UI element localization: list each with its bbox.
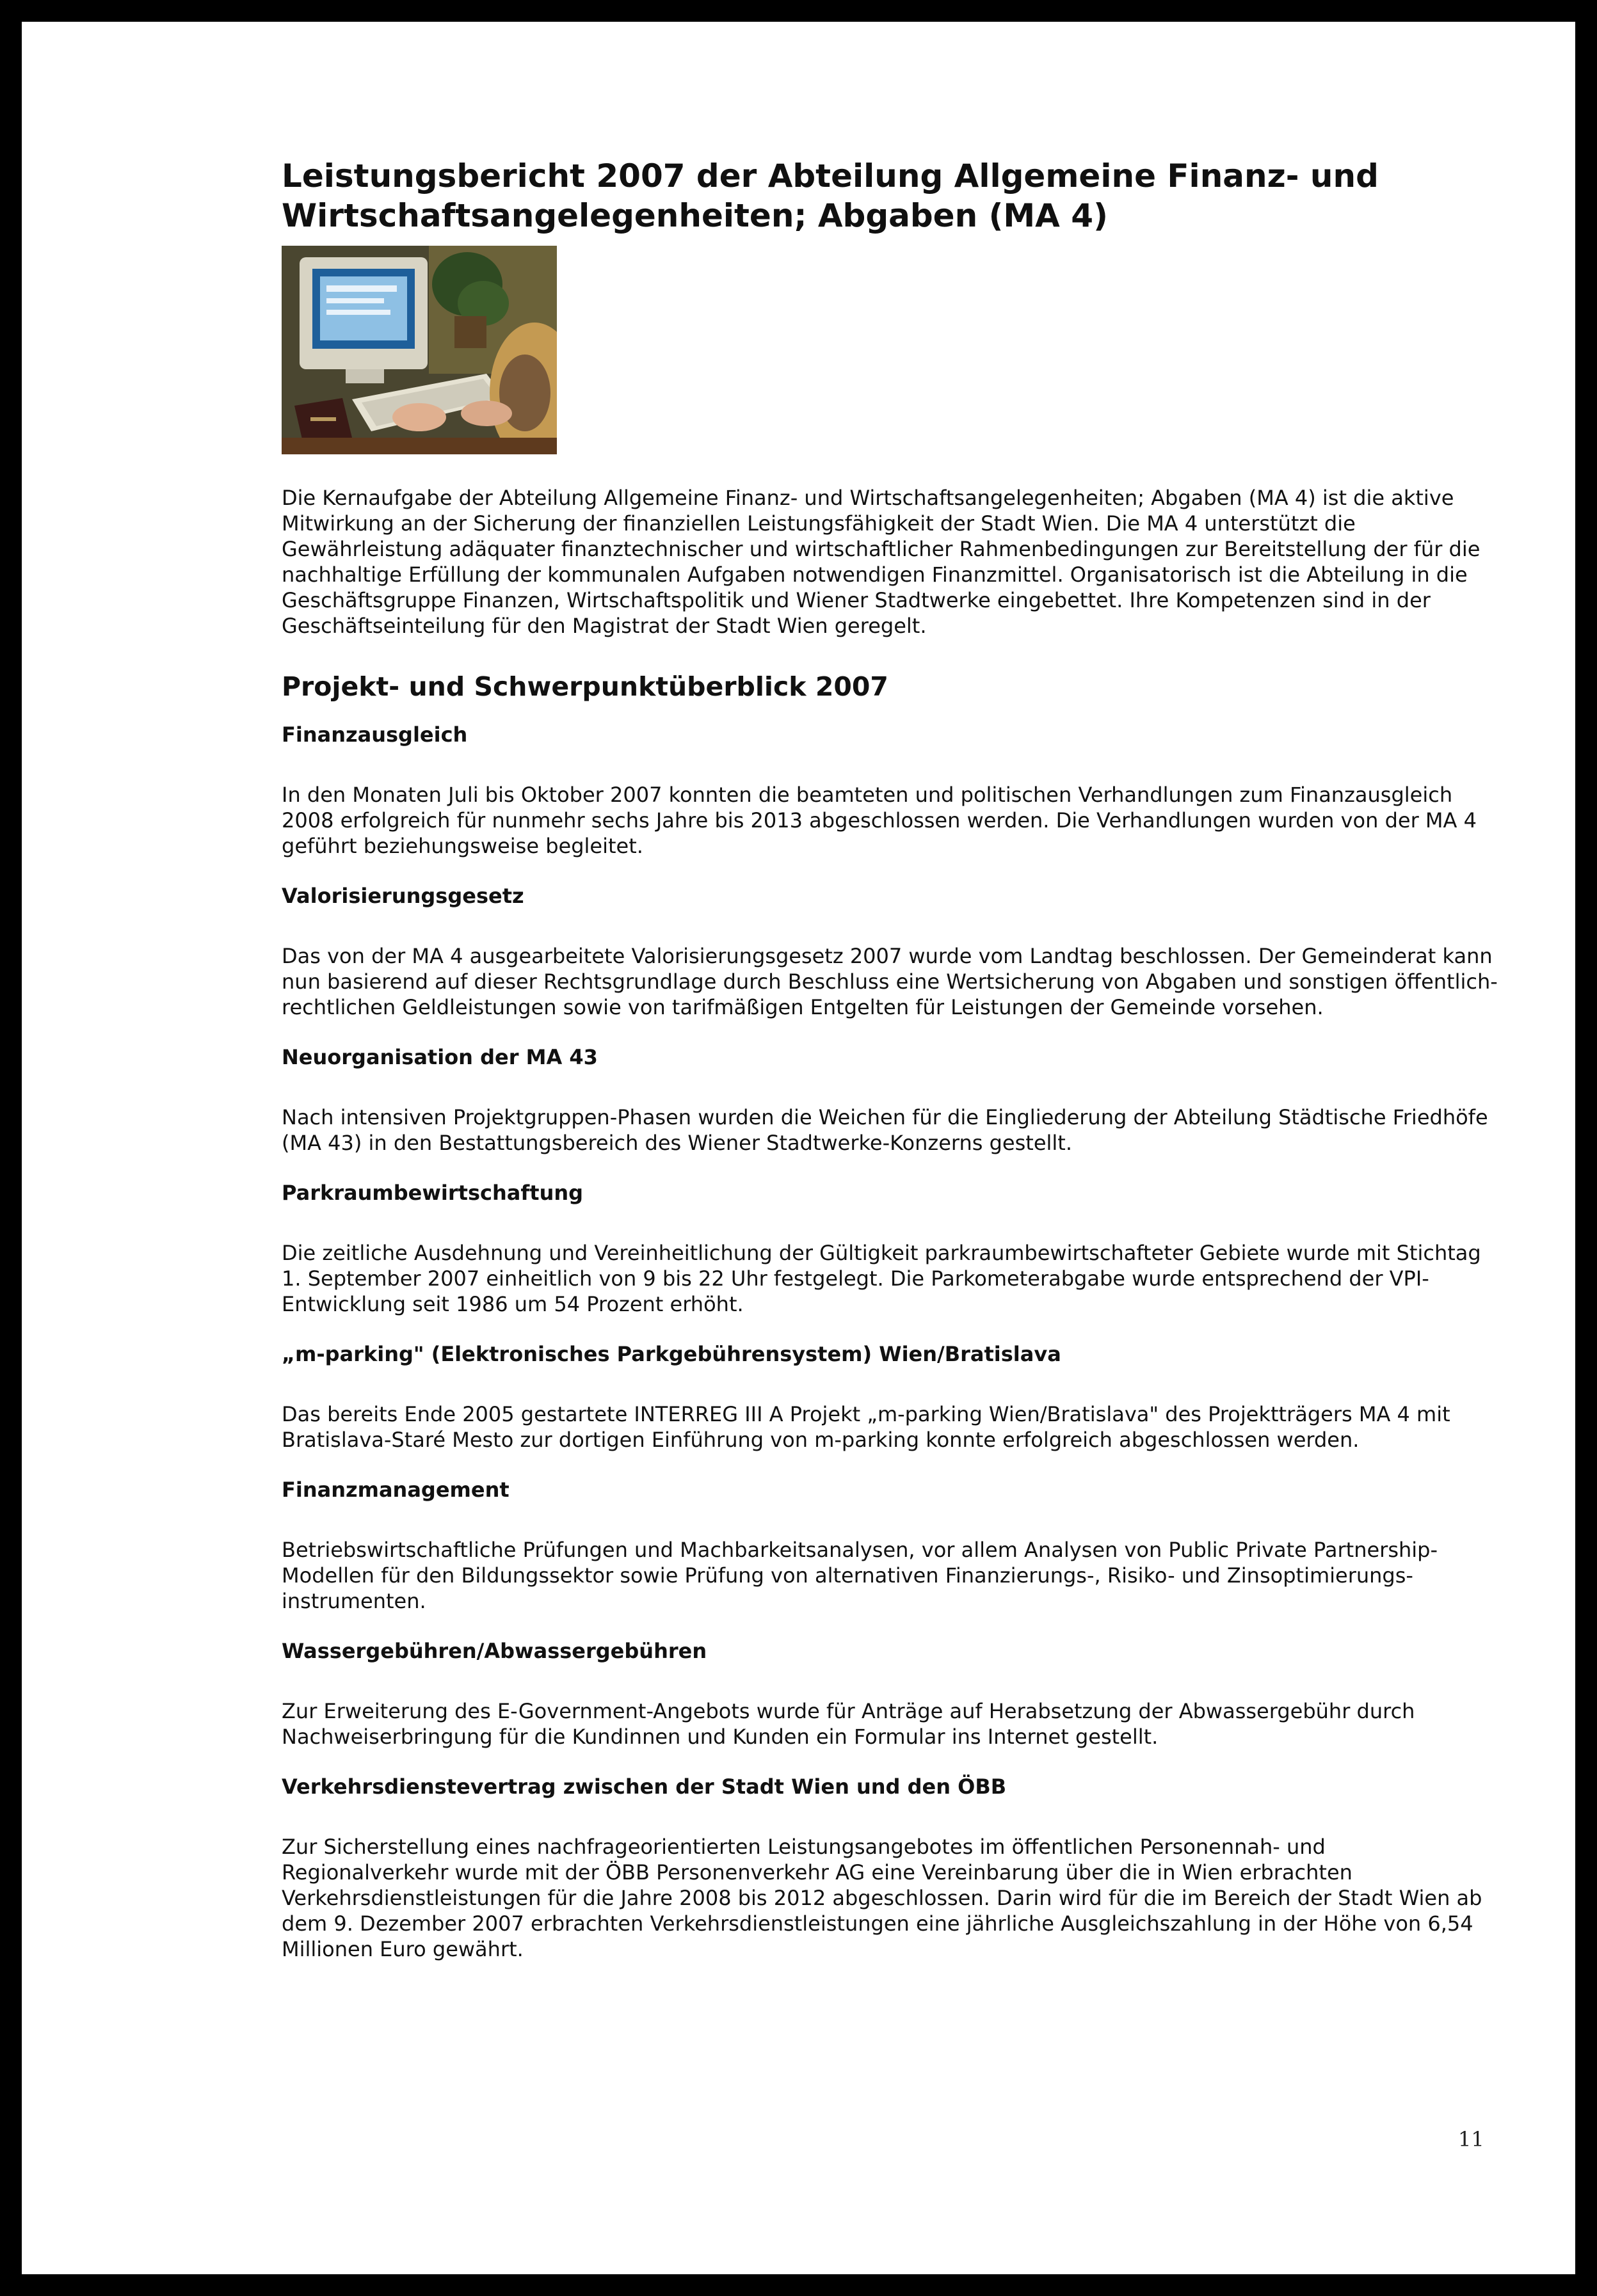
item-title-m-parking: „m-parking" (Elektronisches Parkgebührensystem) Wien/Bratislava bbox=[282, 1342, 1061, 1366]
item-text-finanzausgleich: In den Monaten Juli bis Oktober 2007 konnten die beamteten und politischen Verhandlungen zum Finanzausgleich 2008 erfolgreich für nunmehr sechs Jahre bis 2013 abgeschlossen werden. Die Verhandlungen wurden von der MA 4 geführt beziehungsweise begleitet. bbox=[282, 783, 1477, 858]
section-title: Projekt- und Schwerpunktüberblick 2007 bbox=[282, 671, 888, 702]
document-page bbox=[22, 22, 1575, 2274]
item-text-finanzmanagement: Betriebswirtschaftliche Prüfungen und Machbarkeitsanalysen, vor allem Analysen von Public Private Partnership-Modellen für den Bildungssektor sowie Prüfung von alternativen Finanzierungs-, Risiko- und Zinsoptimierungs-instrumenten. bbox=[282, 1538, 1438, 1613]
item-title-parkraumbewirtschaftung: Parkraumbewirtschaftung bbox=[282, 1181, 584, 1205]
item-text-parkraumbewirtschaftung: Die zeitliche Ausdehnung und Vereinheitlichung der Gültigkeit parkraumbewirtschafteter Gebiete wurde mit Stichtag 1. September 2007 einheitlich von 9 bis 22 Uhr festgelegt. Die Parkometerabgabe wurde entsprechend der VPI-Entwicklung seit 1986 um 54 Prozent erhöht. bbox=[282, 1241, 1481, 1316]
page-title: Leistungsbericht 2007 der Abteilung Allgemeine Finanz- und Wirtschaftsangelegenheiten; Abgaben (MA 4) bbox=[282, 157, 1379, 234]
page-content bbox=[282, 156, 1498, 1962]
item-title-neuorganisation: Neuorganisation der MA 43 bbox=[282, 1045, 598, 1069]
item-title-finanzausgleich: Finanzausgleich bbox=[282, 722, 468, 747]
item-text-wassergebuehren: Zur Erweiterung des E-Government-Angebots wurde für Anträge auf Herabsetzung der Abwassergebühr durch Nachweiserbringung für die Kundinnen und Kunden ein Formular ins Internet gestellt. bbox=[282, 1699, 1415, 1749]
item-title-verkehrsdienstevertrag: Verkehrsdienstevertrag zwischen der Stadt Wien und den ÖBB bbox=[282, 1774, 1007, 1799]
item-text-neuorganisation: Nach intensiven Projektgruppen-Phasen wurden die Weichen für die Eingliederung der Abteilung Städtische Friedhöfe (MA 43) in den Bestattungsbereich des Wiener Stadtwerke-Konzerns gestellt. bbox=[282, 1105, 1488, 1155]
photo-illustration bbox=[282, 246, 557, 454]
computer-workstation-photo bbox=[282, 246, 557, 454]
intro-paragraph: Die Kernaufgabe der Abteilung Allgemeine Finanz- und Wirtschaftsangelegenheiten; Abgaben (MA 4) ist die aktive Mitwirkung an der Sicherung der finanziellen Leistungsfähigkeit der Stadt Wien. Die MA 4 unterstützt die Gewährleistung adäquater finanztechnischer und wirtschaftlicher Rahmenbedingungen zur Bereitstellung der für die nachhaltige Erfüllung der kommunalen Aufgaben notwendigen Finanzmittel. Organisatorisch ist die Abteilung in die Geschäftsgruppe Finanzen, Wirtschaftspolitik und Wiener Stadtwerke eingebettet. Ihre Kompetenzen sind in der Geschäftseinteilung für den Magistrat der Stadt Wien geregelt. bbox=[282, 486, 1481, 638]
item-title-valorisierungsgesetz: Valorisierungsgesetz bbox=[282, 884, 524, 908]
item-text-m-parking: Das bereits Ende 2005 gestartete INTERREG III A Projekt „m-parking Wien/Bratislava" des Projektträgers MA 4 mit Bratislava-Staré Mesto zur dortigen Einführung von m-parking konnte erfolgreich abgeschlossen werden. bbox=[282, 1402, 1450, 1452]
page-number: 11 bbox=[1458, 2127, 1484, 2151]
item-text-valorisierungsgesetz: Das von der MA 4 ausgearbeitete Valorisierungsgesetz 2007 wurde vom Landtag beschlossen. Der Gemeinderat kann nun basierend auf dieser Rechtsgrundlage durch Beschluss eine Wertsicherung von Abgaben und sonstigen öffentlich-rechtlichen Geldleistungen sowie von tarifmäßigen Entgelten für Leistungen der Gemeinde vorsehen. bbox=[282, 944, 1498, 1019]
item-title-finanzmanagement: Finanzmanagement bbox=[282, 1478, 510, 1502]
item-title-wassergebuehren: Wassergebühren/Abwassergebühren bbox=[282, 1639, 707, 1663]
item-text-verkehrsdienstevertrag: Zur Sicherstellung eines nachfrageorientierten Leistungsangebotes im öffentlichen Personennah- und Regionalverkehr wurde mit der ÖBB Personenverkehr AG eine Vereinbarung über die in Wien erbrachten Verkehrsdienstleistungen für die Jahre 2008 bis 2012 abgeschlossen. Darin wird für die im Bereich der Stadt Wien ab dem 9. Dezember 2007 erbrachten Verkehrsdienstleistungen eine jährliche Ausgleichszahlung in der Höhe von 6,54 Millionen Euro gewährt. bbox=[282, 1835, 1482, 1961]
